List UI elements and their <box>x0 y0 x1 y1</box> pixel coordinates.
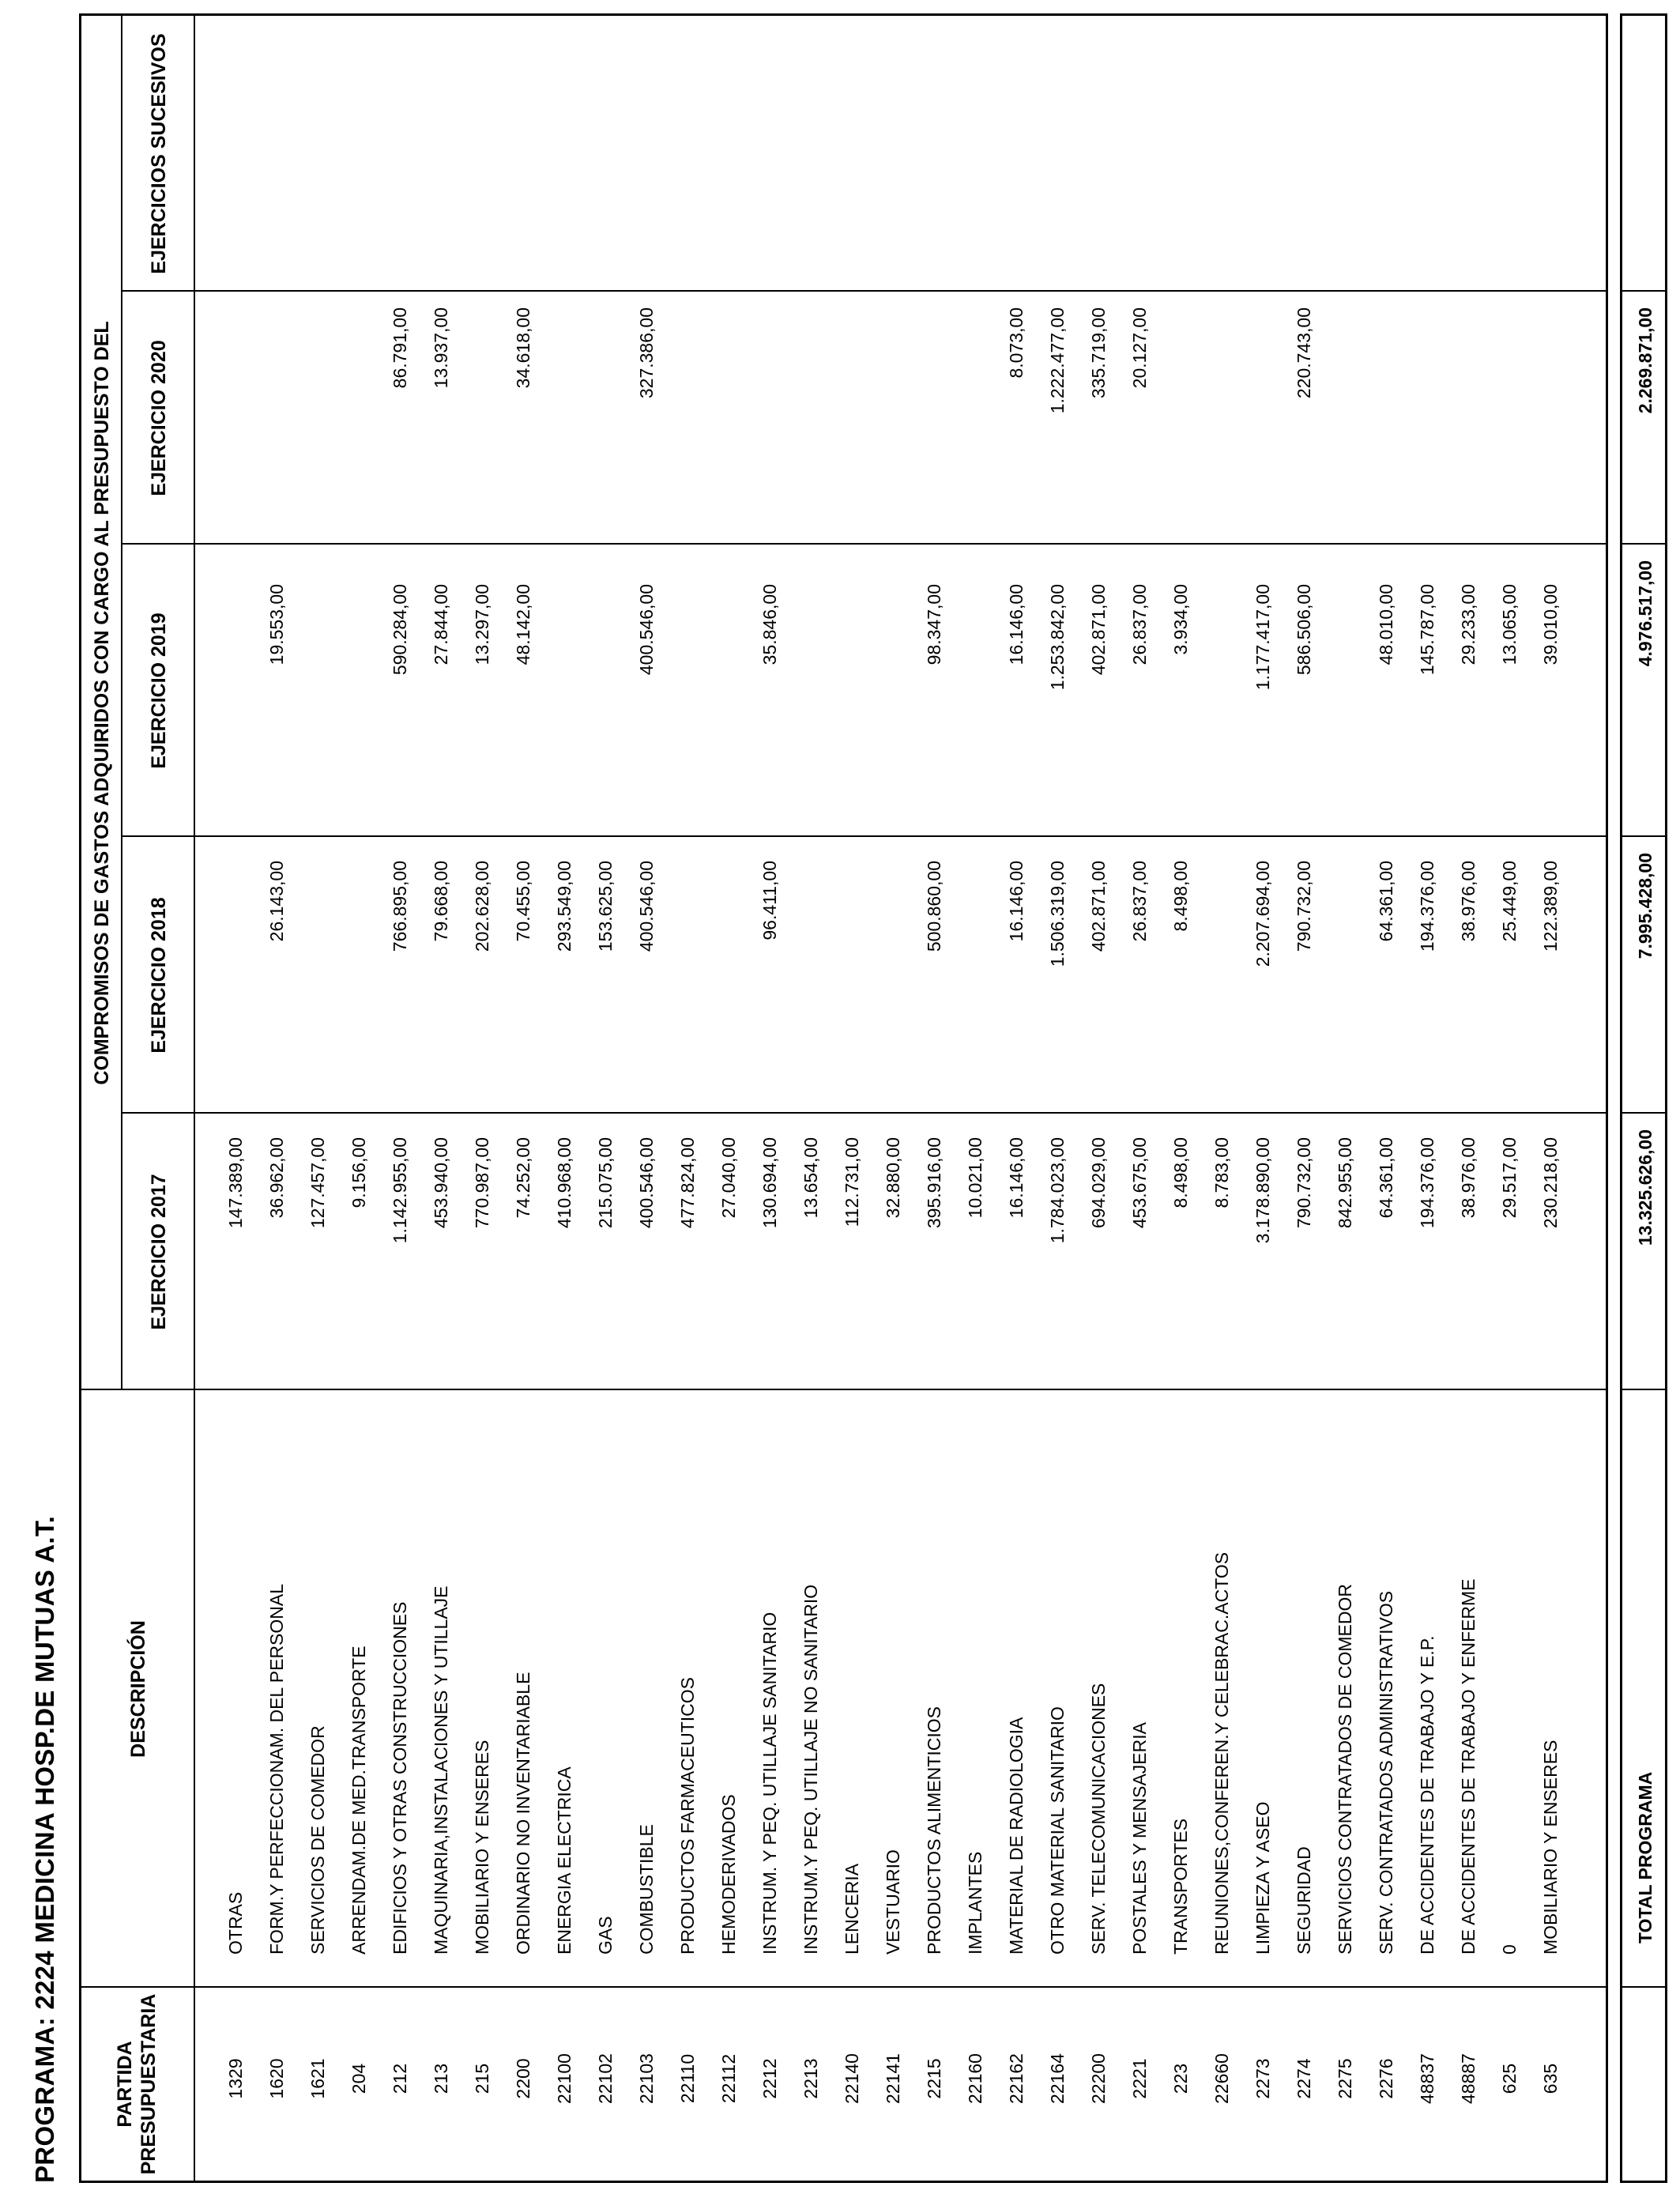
amount-2018: 194.376,00 <box>1417 861 1437 952</box>
col-divider <box>1622 1986 1665 1988</box>
table-row <box>1235 11 1275 2181</box>
partida-code: 223 <box>1170 2063 1191 2094</box>
amount-2017: 400.546,00 <box>636 1137 657 1229</box>
table-row <box>1276 11 1316 2181</box>
amount-2019: 35.846,00 <box>759 584 780 665</box>
partida-code: 22660 <box>1211 2053 1232 2104</box>
amount-2019: 48.142,00 <box>513 584 533 665</box>
partida-code: 22100 <box>554 2053 574 2104</box>
amount-2017: 1.142.955,00 <box>390 1137 410 1244</box>
description: PRODUCTOS ALIMENTICIOS <box>924 1706 944 1955</box>
amount-2017: 74.252,00 <box>513 1137 533 1219</box>
amount-2019: 29.233,00 <box>1458 584 1478 665</box>
amount-2019: 19.553,00 <box>266 584 287 665</box>
table-row <box>1441 11 1480 2181</box>
table-row <box>1153 11 1192 2181</box>
description: POSTALES Y MENSAJERIA <box>1129 1722 1150 1955</box>
amount-2017: 32.880,00 <box>883 1137 903 1219</box>
total-2020: 2.269.871,00 <box>1635 307 1656 414</box>
description: 0 <box>1499 1944 1520 1955</box>
description: OTRO MATERIAL SANITARIO <box>1047 1706 1068 1955</box>
total-2018: 7.995.428,00 <box>1635 853 1656 959</box>
amount-2017: 694.029,00 <box>1088 1137 1109 1229</box>
partida-code: 2215 <box>924 2058 944 2099</box>
partida-code: 22164 <box>1047 2053 1068 2104</box>
partida-code: 212 <box>390 2063 410 2094</box>
amount-2018: 122.389,00 <box>1540 861 1561 952</box>
amount-2017: 29.517,00 <box>1499 1137 1520 1219</box>
amount-2017: 147.389,00 <box>225 1137 246 1229</box>
amount-2017: 16.146,00 <box>1006 1137 1026 1219</box>
table-row <box>331 11 371 2181</box>
header-partida: PARTIDA PRESUPUESTARIA <box>114 1993 160 2175</box>
partida-code: 2213 <box>800 2058 821 2099</box>
partida-code: 204 <box>348 2063 369 2094</box>
description: INSTRUM. Y PEQ. UTILLAJE SANITARIO <box>759 1612 780 1955</box>
amount-2019: 48.010,00 <box>1376 584 1396 665</box>
total-2017: 13.325.626,00 <box>1635 1129 1656 1246</box>
partida-code: 2212 <box>759 2058 780 2099</box>
partida-code: 22200 <box>1088 2053 1109 2104</box>
description: LENCERIA <box>842 1863 862 1955</box>
amount-2017: 8.498,00 <box>1170 1137 1191 1208</box>
amount-2018: 153.625,00 <box>595 861 616 952</box>
amount-2018: 26.837,00 <box>1129 861 1150 942</box>
table-row <box>660 11 699 2181</box>
description: SERV. TELECOMUNICACIONES <box>1088 1683 1109 1955</box>
amount-2017: 64.361,00 <box>1376 1137 1396 1219</box>
partida-code: 215 <box>472 2063 492 2094</box>
amount-2018: 38.976,00 <box>1458 861 1478 942</box>
description: DE ACCIDENTES DE TRABAJO Y E.P. <box>1417 1635 1437 1955</box>
amount-2019: 402.871,00 <box>1088 584 1109 676</box>
description: PRODUCTOS FARMACEUTICOS <box>677 1677 698 1955</box>
amount-2017: 395.916,00 <box>924 1137 944 1229</box>
total-2019: 4.976.517,00 <box>1635 560 1656 667</box>
table-row <box>1523 11 1562 2181</box>
amount-2018: 16.146,00 <box>1006 861 1026 942</box>
description: MATERIAL DE RADIOLOGIA <box>1006 1717 1026 1955</box>
amount-2017: 410.968,00 <box>554 1137 574 1229</box>
amount-2020: 8.073,00 <box>1006 307 1026 379</box>
amount-2017: 127.457,00 <box>307 1137 328 1229</box>
total-label: TOTAL PROGRAMA <box>1635 1771 1656 1943</box>
table-row <box>249 11 288 2181</box>
amount-2018: 1.506.319,00 <box>1047 861 1068 967</box>
description: INSTRUM.Y PEQ. UTILLAJE NO SANITARIO <box>800 1584 821 1955</box>
table-row <box>783 11 823 2181</box>
amount-2017: 215.075,00 <box>595 1137 616 1229</box>
amount-2018: 26.143,00 <box>266 861 287 942</box>
table-row <box>701 11 740 2181</box>
amount-2017: 8.783,00 <box>1211 1137 1232 1208</box>
partida-code: 1620 <box>266 2058 287 2099</box>
description: MOBILIARIO Y ENSERES <box>1540 1740 1561 1955</box>
amount-2017: 453.940,00 <box>431 1137 451 1229</box>
table-row <box>865 11 905 2181</box>
partida-code: 22103 <box>636 2053 657 2104</box>
partida-code: 2273 <box>1252 2058 1273 2099</box>
table-row <box>824 11 864 2181</box>
header-2019: EJERCICIO 2019 <box>148 613 170 769</box>
table-row <box>208 11 247 2181</box>
description: SEGURIDAD <box>1294 1846 1314 1955</box>
amount-2020: 20.127,00 <box>1129 307 1150 389</box>
amount-2017: 112.731,00 <box>842 1137 862 1227</box>
table-row <box>413 11 453 2181</box>
amount-2019: 590.284,00 <box>390 584 410 676</box>
description: MAQUINARIA,INSTALACIONES Y UTILLAJE <box>431 1585 451 1955</box>
col-divider <box>1622 290 1665 292</box>
amount-2019: 16.146,00 <box>1006 584 1026 665</box>
description: MOBILIARIO Y ENSERES <box>472 1740 492 1955</box>
table-row <box>947 11 987 2181</box>
description: COMBUSTIBLE <box>636 1824 657 1955</box>
description: VESTUARIO <box>883 1849 903 1955</box>
amount-2017: 13.654,00 <box>800 1137 821 1219</box>
description: SERV. CONTRATADOS ADMINISTRATIVOS <box>1376 1590 1396 1955</box>
amount-2019: 26.837,00 <box>1129 584 1150 665</box>
header-sucesivos: EJERCICIOS SUCESIVOS <box>148 33 170 274</box>
table-row <box>454 11 494 2181</box>
table-row <box>989 11 1028 2181</box>
amount-2019: 3.934,00 <box>1170 584 1191 655</box>
amount-2017: 770.987,00 <box>472 1137 492 1229</box>
amount-2018: 400.546,00 <box>636 861 657 952</box>
header-descripcion: DESCRIPCIÓN <box>127 1620 149 1758</box>
amount-2020: 220.743,00 <box>1294 307 1314 399</box>
table-row <box>495 11 535 2181</box>
description: ENERGIA ELECTRICA <box>554 1766 574 1955</box>
description: ORDINARIO NO INVENTARIABLE <box>513 1672 533 1955</box>
table-row <box>1071 11 1110 2181</box>
amount-2019: 13.297,00 <box>472 584 492 665</box>
amount-2018: 766.895,00 <box>390 861 410 952</box>
amount-2019: 27.844,00 <box>431 584 451 665</box>
partida-code: 48887 <box>1458 2053 1478 2104</box>
partida-code: 2276 <box>1376 2058 1396 2099</box>
table-row <box>1317 11 1357 2181</box>
amount-2018: 402.871,00 <box>1088 861 1109 952</box>
amount-2018: 790.732,00 <box>1294 861 1314 952</box>
table-row <box>1399 11 1439 2181</box>
description: EDIFICIOS Y OTRAS CONSTRUCCIONES <box>390 1601 410 1955</box>
partida-code: 625 <box>1499 2063 1520 2094</box>
description: FORM.Y PERFECCIONAM. DEL PERSONAL <box>266 1583 287 1955</box>
description: DE ACCIDENTES DE TRABAJO Y ENFERME <box>1458 1578 1478 1955</box>
amount-2020: 327.386,00 <box>636 307 657 399</box>
table-row <box>619 11 658 2181</box>
amount-2019: 39.010,00 <box>1540 584 1561 665</box>
amount-2020: 1.222.477,00 <box>1047 307 1068 414</box>
total-row <box>1620 13 1667 2183</box>
amount-2017: 842.955,00 <box>1335 1137 1355 1229</box>
amount-2019: 145.787,00 <box>1417 584 1437 676</box>
partida-code: 22112 <box>718 2053 739 2104</box>
amount-2018: 64.361,00 <box>1376 861 1396 942</box>
description: SERVICIOS DE COMEDOR <box>307 1725 328 1955</box>
table-row <box>1030 11 1069 2181</box>
amount-2017: 790.732,00 <box>1294 1137 1314 1229</box>
partida-code: 2274 <box>1294 2058 1314 2099</box>
amount-2020: 335.719,00 <box>1088 307 1109 399</box>
table-row <box>372 11 412 2181</box>
partida-code: 22141 <box>883 2053 903 2104</box>
amount-2017: 194.376,00 <box>1417 1137 1437 1229</box>
amount-2019: 98.347,00 <box>924 584 944 665</box>
description: SERVICIOS CONTRATADOS DE COMEDOR <box>1335 1584 1355 1955</box>
table-row <box>1194 11 1234 2181</box>
table-row <box>537 11 576 2181</box>
header-2020: EJERCICIO 2020 <box>148 340 170 496</box>
partida-code: 22160 <box>965 2053 985 2104</box>
partida-code: 1329 <box>225 2058 246 2099</box>
description: TRANSPORTES <box>1170 1818 1191 1955</box>
amount-2019: 586.506,00 <box>1294 584 1314 676</box>
partida-code: 22110 <box>677 2053 698 2104</box>
description: OTRAS <box>225 1891 246 1955</box>
header-compromisos: COMPROMISOS DE GASTOS ADQUIRIDOS CON CARGO AL PRESUPUESTO DEL <box>91 321 113 1085</box>
partida-code: 22102 <box>595 2053 616 2104</box>
description: IMPLANTES <box>965 1851 985 1955</box>
header-divider <box>121 16 122 1390</box>
header-2017: EJERCICIO 2017 <box>148 1174 170 1330</box>
amount-2018: 25.449,00 <box>1499 861 1520 942</box>
amount-2018: 202.628,00 <box>472 861 492 952</box>
table-row <box>906 11 946 2181</box>
amount-2019: 13.065,00 <box>1499 584 1520 665</box>
partida-code: 1621 <box>307 2058 328 2099</box>
description: LIMPIEZA Y ASEO <box>1252 1801 1273 1955</box>
amount-2017: 230.218,00 <box>1540 1137 1561 1229</box>
table-row <box>290 11 330 2181</box>
partida-code: 2275 <box>1335 2058 1355 2099</box>
amount-2017: 9.156,00 <box>348 1137 369 1208</box>
amount-2017: 453.675,00 <box>1129 1137 1150 1229</box>
header-2018: EJERCICIO 2018 <box>148 897 170 1054</box>
description: GAS <box>595 1916 616 1955</box>
description: REUNIONES,CONFEREN.Y CELEBRAC.ACTOS <box>1211 1551 1232 1955</box>
description: ARRENDAM.DE MED.TRANSPORTE <box>348 1646 369 1955</box>
partida-code: 2221 <box>1129 2058 1150 2099</box>
program-title: PROGRAMA: 2224 MEDICINA HOSP.DE MUTUAS A.T. <box>30 1515 59 2183</box>
amount-2018: 96.411,00 <box>759 861 780 941</box>
amount-2017: 27.040,00 <box>718 1137 739 1219</box>
commitments-table <box>79 13 1608 2183</box>
header-divider <box>194 16 195 2181</box>
amount-2020: 34.618,00 <box>513 307 533 389</box>
table-row <box>742 11 782 2181</box>
amount-2018: 79.668,00 <box>431 861 451 942</box>
amount-2018: 70.455,00 <box>513 861 533 942</box>
table-row <box>1112 11 1151 2181</box>
amount-2018: 293.549,00 <box>554 861 574 952</box>
amount-2017: 10.021,00 <box>965 1137 985 1219</box>
amount-2017: 477.824,00 <box>677 1137 698 1229</box>
partida-code: 22162 <box>1006 2053 1026 2104</box>
amount-2019: 400.546,00 <box>636 584 657 676</box>
partida-code: 48837 <box>1417 2053 1437 2104</box>
amount-2018: 2.207.694,00 <box>1252 861 1273 967</box>
table-row <box>578 11 617 2181</box>
amount-2019: 1.177.417,00 <box>1252 584 1273 691</box>
description: HEMODERIVADOS <box>718 1794 739 1955</box>
partida-code: 635 <box>1540 2063 1561 2094</box>
table-row <box>1358 11 1398 2181</box>
amount-2020: 86.791,00 <box>390 307 410 389</box>
amount-2018: 500.860,00 <box>924 861 944 952</box>
amount-2017: 1.784.023,00 <box>1047 1137 1068 1244</box>
partida-code: 213 <box>431 2063 451 2094</box>
partida-code: 22140 <box>842 2053 862 2104</box>
amount-2020: 13.937,00 <box>431 307 451 389</box>
amount-2017: 3.178.890,00 <box>1252 1137 1273 1244</box>
amount-2017: 38.976,00 <box>1458 1137 1478 1219</box>
amount-2017: 36.962,00 <box>266 1137 287 1219</box>
amount-2017: 130.694,00 <box>759 1137 780 1229</box>
partida-code: 2200 <box>513 2058 533 2099</box>
table-row <box>1482 11 1521 2181</box>
amount-2019: 1.253.842,00 <box>1047 584 1068 691</box>
amount-2018: 8.498,00 <box>1170 861 1191 932</box>
